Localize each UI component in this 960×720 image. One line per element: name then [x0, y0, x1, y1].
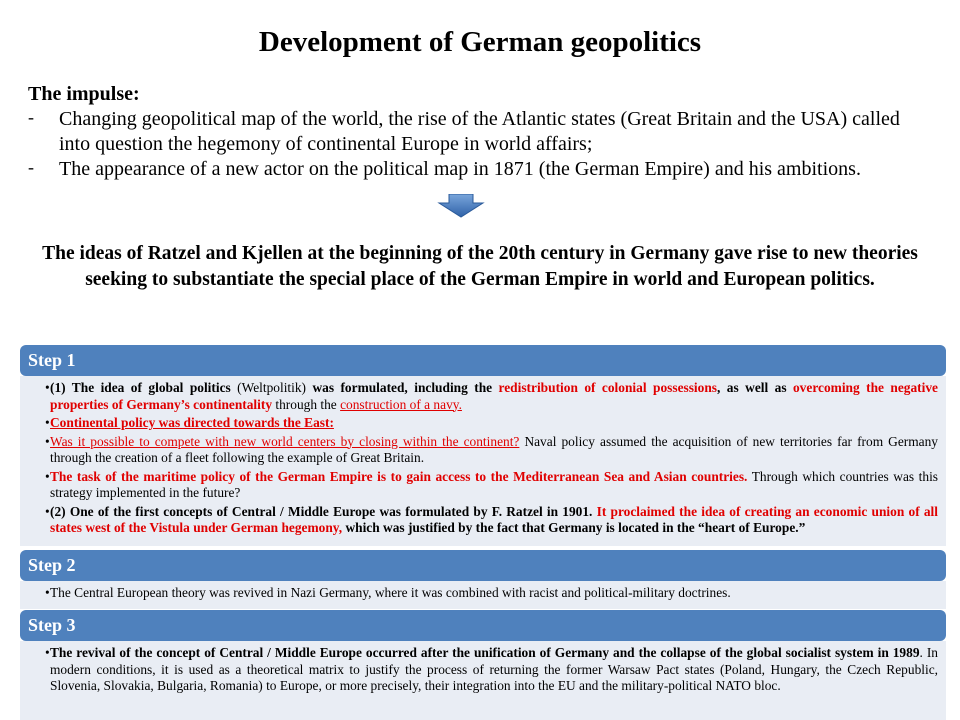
bullet: • [45, 468, 50, 484]
bullet: • [45, 503, 50, 519]
dash-bullet: - [28, 157, 34, 177]
list-item: • (1) The idea of global politics (Weltpolitik) was formulated, including the redistribution of colonial possessions, as well as overcoming the negative properties of Germany’s continentality through the construction of a navy. [45, 380, 939, 412]
ideas-statement: The ideas of Ratzel and Kjellen at the beginning of the 20th century in Germany gave rise to new theories seeking to substantiate the special place of the German Empire in world and European politics. [42, 243, 918, 290]
impulse-section [28, 82, 928, 182]
list-item: • The revival of the concept of Central / Middle Europe occurred after the unification of Germany and the collapse of the global socialist system in 1989. In modern conditions, it is used as a theoretical matrix to justify the process of returning the former Warsaw Pact states (Poland, Hungary, the Czech Republic, Slovenia, Slovakia, Bulgaria, Romania) to Europe, or more precisely, their integration into the EU and the military-political NATO bloc. [45, 645, 938, 693]
dash-bullet: - [28, 107, 34, 127]
bullet: • [45, 415, 50, 430]
list-item: • Continental policy was directed towards the East: [45, 415, 334, 430]
bullet: • [45, 645, 50, 660]
step-3-header: Step 3 [20, 610, 946, 641]
bullet: • [45, 380, 50, 395]
step-1-header: Step 1 [20, 345, 946, 376]
impulse-list [28, 107, 928, 182]
bullet: • [45, 585, 50, 600]
down-arrow-icon [437, 194, 485, 218]
list-item: • The task of the maritime policy of the German Empire is to gain access to the Mediterranean Sea and Asian countries. Through which countries was this strategy implemented in the future? [45, 468, 939, 500]
list-item: - The appearance of a new actor on the political map in 1871 (the German Empire) and his ambitions. [28, 157, 861, 180]
step-2-header: Step 2 [20, 550, 946, 581]
slide-title: Development of German geopolitics [258, 26, 702, 58]
bullet: • [45, 433, 50, 449]
step-2-body [20, 581, 946, 609]
list-item: • The Central European theory was revived in Nazi Germany, where it was combined with racist and political-military doctrines. [45, 585, 731, 600]
step-1-body [20, 376, 946, 546]
step-3-body [20, 641, 946, 720]
list-item: • (2) One of the first concepts of Central / Middle Europe was formulated by F. Ratzel in 1901. It proclaimed the idea of creating an economic union of all states west of the Vistula under German hegemony, which was justified by the fact that Germany is located in the “heart of Europe.” [45, 503, 939, 535]
list-item: • Was it possible to compete with new world centers by closing within the continent? Naval policy assumed the acquisition of new territories far from Germany through the creation of a fleet following the example of Great Britain. [45, 433, 938, 465]
list-item: - Changing geopolitical map of the world, the rise of the Atlantic states (Great Britain and the USA) called into question the hegemony of continental Europe in world affairs; [28, 107, 900, 155]
impulse-heading: The impulse: [28, 83, 140, 105]
